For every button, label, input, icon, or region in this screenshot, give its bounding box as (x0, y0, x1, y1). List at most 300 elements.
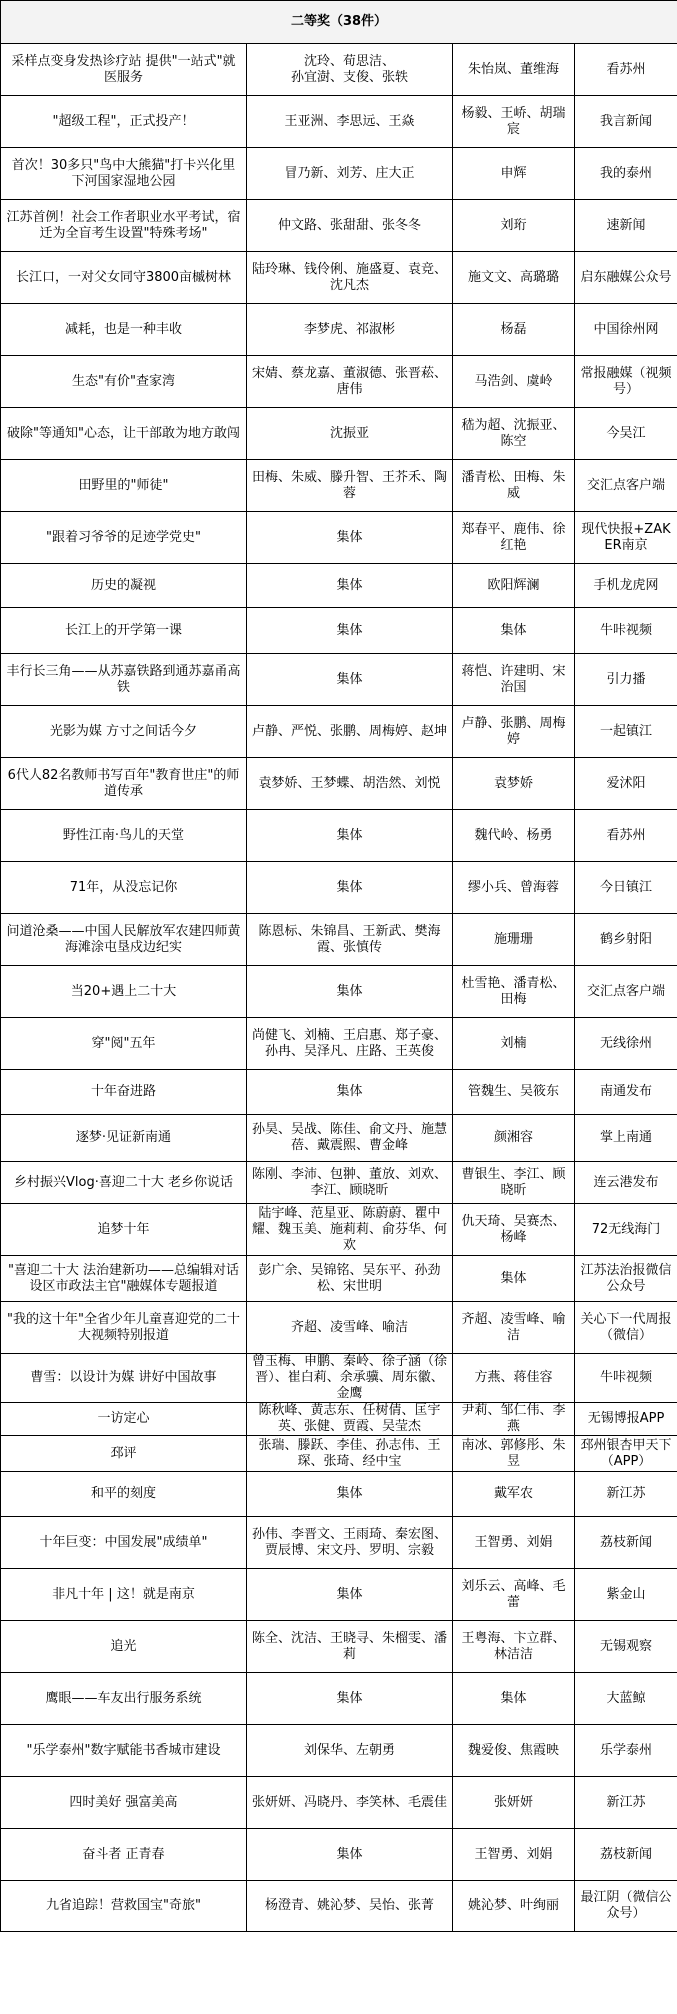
creators-cell (247, 1070, 453, 1115)
platform-cell (575, 1517, 677, 1569)
platform-text: 看苏州 (606, 61, 646, 77)
product-name-cell (1, 44, 247, 96)
platform-text: 大蓝鲸 (606, 1690, 646, 1706)
platform-cell (575, 200, 677, 252)
editors-text: 齐超、凌雪峰、喻洁 (461, 1311, 566, 1343)
table-row (1, 304, 677, 356)
platform-cell (575, 758, 677, 810)
product-name-cell (1, 512, 247, 564)
editors-cell (453, 1881, 575, 1932)
editors-text: 杨磊 (500, 321, 527, 337)
table-row (1, 200, 677, 252)
product-name-cell (1, 862, 247, 914)
editors-cell (453, 862, 575, 914)
product-name-cell (1, 1777, 247, 1829)
platform-text: 无锡博报APP (587, 1411, 665, 1426)
platform-text: 新江苏 (606, 1794, 646, 1810)
creators-cell (247, 148, 453, 200)
platform-cell (575, 1621, 677, 1673)
product-name-text: 长江口，一对父女同守3800亩槭树林 (15, 269, 232, 285)
editors-text: 曹银生、李江、顾晓昕 (461, 1166, 566, 1198)
table-row (1, 1881, 677, 1932)
product-name-text: "喜迎二十大 法治建新功——总编辑对话设区市政法主官"融媒体专题报道 (7, 1262, 240, 1294)
editors-cell (453, 564, 575, 608)
product-name-text: 非凡十年 | 这！就是南京 (52, 1586, 195, 1602)
platform-cell (575, 1302, 677, 1354)
editors-text: 集体 (500, 1270, 527, 1286)
table-row (1, 44, 677, 96)
platform-cell (575, 966, 677, 1018)
product-name-cell (1, 1725, 247, 1777)
product-name-cell (1, 608, 247, 654)
product-name-cell (1, 96, 247, 148)
creators-cell (247, 1018, 453, 1070)
editors-text: 郑春平、鹿伟、徐红艳 (461, 521, 566, 553)
platform-text: 中国徐州网 (593, 321, 659, 337)
table-row (1, 1777, 677, 1829)
editors-text: 潘青松、田梅、朱威 (461, 469, 566, 501)
table-row (1, 1204, 677, 1256)
table-row (1, 356, 677, 408)
editors-text: 集体 (500, 622, 527, 638)
table-row (1, 1569, 677, 1621)
creators-cell (247, 1436, 453, 1472)
editors-text: 申辉 (500, 165, 527, 181)
editors-cell (453, 356, 575, 408)
product-name-cell (1, 654, 247, 706)
table-row (1, 1256, 677, 1302)
creators-cell (247, 460, 453, 512)
editors-cell (453, 1018, 575, 1070)
platform-text: 引力播 (606, 671, 646, 687)
platform-cell (575, 1881, 677, 1932)
platform-cell (575, 1829, 677, 1881)
table-row (1, 1673, 677, 1725)
product-name-text: 曹雪：以设计为媒 讲好中国故事 (30, 1370, 217, 1385)
creators-cell (247, 200, 453, 252)
editors-cell (453, 512, 575, 564)
table-row (1, 96, 677, 148)
product-name-text: 6代人82名教师书写百年"教育世庄"的师道传承 (7, 767, 240, 799)
editors-cell (453, 304, 575, 356)
creators-text: 张妍妍、冯晓丹、李笑林、毛震佳 (252, 1794, 448, 1810)
creators-cell (247, 1777, 453, 1829)
product-name-cell (1, 810, 247, 862)
creators-cell (247, 654, 453, 706)
editors-cell (453, 1673, 575, 1725)
creators-cell (247, 706, 453, 758)
creators-text: 集体 (336, 577, 363, 593)
table-row (1, 966, 677, 1018)
platform-cell (575, 1204, 677, 1256)
editors-cell (453, 1621, 575, 1673)
editors-cell (453, 1162, 575, 1204)
platform-text: 爱沭阳 (606, 775, 646, 791)
editors-cell (453, 200, 575, 252)
platform-text: 邳州银杏甲天下（APP） (580, 1437, 672, 1469)
table-row (1, 1070, 677, 1115)
editors-cell (453, 1256, 575, 1302)
product-name-text: 长江上的开学第一课 (64, 622, 182, 638)
editors-text: 卢静、张鹏、周梅婷 (461, 715, 566, 747)
creators-text: 集体 (336, 529, 363, 545)
creators-cell (247, 44, 453, 96)
product-name-cell (1, 148, 247, 200)
product-name-cell (1, 1436, 247, 1472)
product-name-text: 逐梦·见证新南通 (75, 1130, 172, 1145)
creators-cell (247, 758, 453, 810)
product-name-cell (1, 1881, 247, 1932)
creators-text: 集体 (336, 1486, 363, 1501)
creators-cell (247, 1472, 453, 1517)
platform-cell (575, 252, 677, 304)
creators-text: 陈全、沈洁、王晓寻、朱榴雯、潘莉 (252, 1630, 448, 1662)
product-name-text: 减耗，也是一种丰收 (64, 321, 182, 337)
editors-text: 管魏生、吴筱东 (467, 1084, 559, 1099)
creators-text: 集体 (336, 671, 363, 687)
platform-text: 荔枝新闻 (600, 1534, 653, 1550)
platform-cell (575, 1256, 677, 1302)
editors-text: 刘楠 (500, 1035, 527, 1051)
platform-text: 江苏法治报微信公众号 (580, 1262, 672, 1294)
creators-text: 孙伟、李晋文、王雨琦、秦宏图、贾辰博、宋文丹、罗明、宗毅 (252, 1526, 448, 1558)
creators-cell (247, 1621, 453, 1673)
product-name-cell (1, 1204, 247, 1256)
platform-cell (575, 1403, 677, 1436)
platform-cell (575, 460, 677, 512)
editors-cell (453, 148, 575, 200)
platform-text: 牛咔视频 (600, 622, 653, 638)
platform-text: 荔枝新闻 (600, 1846, 653, 1862)
platform-text: 新江苏 (606, 1486, 646, 1501)
platform-text: 今日镇江 (600, 879, 653, 895)
creators-cell (247, 96, 453, 148)
platform-cell (575, 356, 677, 408)
product-name-cell (1, 1162, 247, 1204)
creators-text: 集体 (336, 1084, 363, 1099)
platform-text: 交汇点客户端 (587, 477, 666, 493)
table-row (1, 758, 677, 810)
table-row (1, 252, 677, 304)
editors-cell (453, 966, 575, 1018)
creators-text: 陈刚、李沛、包翀、董放、刘欢、李江、顾晓昕 (252, 1166, 448, 1198)
editors-cell (453, 706, 575, 758)
product-name-cell (1, 966, 247, 1018)
creators-text: 陈恩标、朱锦昌、王新武、樊海霞、张慎传 (258, 923, 441, 955)
table-row (1, 1018, 677, 1070)
product-name-text: 追梦十年 (97, 1221, 150, 1237)
editors-text: 朱怡岚、董维海 (467, 61, 559, 77)
creators-cell (247, 1881, 453, 1932)
product-name-text: 光影为媒 方寸之间话今夕 (49, 723, 198, 739)
product-name-text: "超级工程"，正式投产！ (52, 113, 195, 129)
platform-cell (575, 914, 677, 966)
creators-text: 李梦虎、祁淑彬 (303, 321, 395, 337)
product-name-text: "我的这十年"全省少年儿童喜迎党的二十大视频特别报道 (7, 1311, 240, 1343)
creators-cell (247, 1829, 453, 1881)
editors-text: 南冰、郭修彤、朱昱 (461, 1437, 566, 1469)
platform-text: 72无线海门 (591, 1221, 661, 1237)
product-name-text: 野性江南·鸟儿的天堂 (62, 827, 185, 843)
editors-cell (453, 252, 575, 304)
editors-text: 魏爱俊、焦霞映 (467, 1742, 559, 1758)
creators-text: 彭广余、吴锦铭、吴东平、孙劲松、宋世明 (258, 1262, 441, 1294)
editors-text: 方燕、蒋佳容 (474, 1370, 553, 1385)
product-name-text: 十年巨变：中国发展"成绩单" (39, 1534, 208, 1550)
creators-cell (247, 1673, 453, 1725)
platform-text: 连云港发布 (593, 1174, 659, 1190)
creators-text: 陆玲琳、钱伶俐、施盛夏、袁竞、沈凡杰 (252, 261, 448, 293)
editors-text: 魏代岭、杨勇 (474, 827, 553, 843)
product-name-cell (1, 1472, 247, 1517)
editors-cell (453, 1070, 575, 1115)
table-row (1, 512, 677, 564)
product-name-text: 九省追踪！营救国宝"奇旅" (46, 1898, 201, 1913)
editors-cell (453, 1517, 575, 1569)
creators-text: 宋婧、蔡龙嘉、董淑德、张晋菘、唐伟 (252, 365, 448, 397)
table-row (1, 706, 677, 758)
table-row (1, 1302, 677, 1354)
creators-cell (247, 1403, 453, 1436)
platform-cell (575, 862, 677, 914)
editors-cell (453, 1777, 575, 1829)
product-name-text: 生态"有价"查家湾 (72, 373, 175, 389)
product-name-cell (1, 460, 247, 512)
product-name-text: 采样点变身发热诊疗站 提供"一站式"就医服务 (11, 53, 236, 85)
product-name-cell (1, 1403, 247, 1436)
platform-cell (575, 1673, 677, 1725)
editors-cell (453, 608, 575, 654)
creators-text: 孙昊、吴战、陈佳、俞文丹、施慧蓓、戴震熙、曹金峰 (252, 1122, 448, 1153)
creators-cell (247, 1354, 453, 1403)
creators-cell (247, 810, 453, 862)
platform-cell (575, 512, 677, 564)
editors-cell (453, 1436, 575, 1472)
product-name-text: 破除"等通知"心态，让干部敢为地方敢闯 (7, 425, 240, 441)
editors-text: 王智勇、刘娟 (474, 1534, 553, 1550)
platform-cell (575, 148, 677, 200)
product-name-cell (1, 1256, 247, 1302)
product-name-text: 邳评 (110, 1445, 137, 1461)
table-row (1, 1115, 677, 1162)
platform-text: 手机龙虎网 (593, 577, 659, 593)
creators-text: 杨澄青、姚沁梦、吴怡、张菁 (264, 1898, 434, 1913)
editors-cell (453, 1302, 575, 1354)
platform-text: 我言新闻 (600, 113, 653, 129)
creators-cell (247, 356, 453, 408)
editors-cell (453, 810, 575, 862)
product-name-cell (1, 356, 247, 408)
editors-cell (453, 96, 575, 148)
editors-text: 颜湘容 (493, 1130, 533, 1145)
editors-text: 蒋恺、许建明、宋治国 (461, 663, 566, 695)
product-name-cell (1, 1354, 247, 1403)
product-name-text: 问道沧桑——中国人民解放军农建四师黄海滩涂屯垦戍边纪实 (6, 923, 241, 955)
editors-text: 姚沁梦、叶绚丽 (467, 1898, 559, 1913)
table-row (1, 460, 677, 512)
product-name-text: 和平的刻度 (90, 1486, 156, 1501)
platform-text: 无锡观察 (600, 1638, 653, 1654)
editors-cell (453, 914, 575, 966)
creators-cell (247, 1725, 453, 1777)
product-name-cell (1, 914, 247, 966)
platform-cell (575, 1115, 677, 1162)
editors-cell (453, 1115, 575, 1162)
product-name-cell (1, 1115, 247, 1162)
editors-text: 施文文、高璐璐 (467, 269, 559, 285)
table-row (1, 1829, 677, 1881)
creators-text: 田梅、朱威、滕升智、王芥禾、陶蓉 (252, 469, 448, 501)
editors-text: 王智勇、刘娟 (474, 1846, 553, 1862)
platform-text: 紫金山 (606, 1586, 646, 1602)
platform-cell (575, 1354, 677, 1403)
platform-cell (575, 1569, 677, 1621)
product-name-text: 历史的凝视 (90, 577, 156, 593)
editors-cell (453, 1829, 575, 1881)
product-name-cell (1, 1621, 247, 1673)
editors-cell (453, 1472, 575, 1517)
product-name-text: "跟着习爷爷的足迹学党史" (46, 529, 201, 545)
platform-cell (575, 1777, 677, 1829)
editors-text: 欧阳辉澜 (487, 577, 540, 593)
editors-text: 尹莉、邹仁伟、李燕 (461, 1403, 566, 1434)
product-name-cell (1, 304, 247, 356)
editors-cell (453, 654, 575, 706)
product-name-cell (1, 1517, 247, 1569)
editors-text: 刘珩 (500, 217, 527, 233)
product-name-text: 追光 (110, 1638, 137, 1654)
product-name-text: 当20+遇上二十大 (70, 983, 177, 999)
table-row (1, 408, 677, 460)
creators-cell (247, 1162, 453, 1204)
table-row (1, 1725, 677, 1777)
creators-text: 张瑞、滕跃、李佳、孙志伟、王琛、张琦、经中宝 (258, 1437, 441, 1469)
creators-text: 集体 (336, 1690, 363, 1706)
platform-text: 看苏州 (606, 827, 646, 843)
title-row (1, 1, 677, 44)
product-name-cell (1, 1302, 247, 1354)
creators-cell (247, 914, 453, 966)
product-name-cell (1, 1569, 247, 1621)
product-name-text: 十年奋进路 (90, 1084, 156, 1099)
platform-text: 今吴江 (606, 425, 646, 441)
creators-cell (247, 966, 453, 1018)
editors-cell (453, 758, 575, 810)
creators-cell (247, 304, 453, 356)
platform-cell (575, 608, 677, 654)
editors-text: 袁梦娇 (493, 775, 533, 791)
editors-text: 嵇为超、沈振亚、陈空 (461, 417, 566, 449)
editors-text: 缪小兵、曾海蓉 (467, 879, 559, 895)
platform-text: 掌上南通 (600, 1130, 653, 1145)
creators-cell (247, 1517, 453, 1569)
editors-text: 集体 (500, 1690, 527, 1706)
platform-cell (575, 96, 677, 148)
product-name-text: 四时美好 强富美高 (69, 1794, 178, 1810)
table-row (1, 862, 677, 914)
creators-text: 集体 (336, 1586, 363, 1602)
product-name-cell (1, 200, 247, 252)
creators-text: 集体 (336, 1846, 363, 1862)
platform-text: 乐学泰州 (600, 1742, 653, 1758)
product-name-text: 乡村振兴Vlog·喜迎二十大 老乡你说话 (14, 1174, 233, 1190)
creators-cell (247, 1115, 453, 1162)
platform-cell (575, 304, 677, 356)
creators-text: 集体 (336, 622, 363, 638)
platform-text: 我的泰州 (600, 165, 653, 181)
editors-text: 仇天琦、吴赛杰、杨峰 (461, 1213, 566, 1245)
platform-cell (575, 1162, 677, 1204)
platform-text: 现代快报+ZAKER南京 (581, 521, 671, 553)
creators-text: 齐超、凌雪峰、喻洁 (290, 1319, 408, 1335)
platform-text: 常报融媒（视频号） (580, 365, 672, 397)
platform-cell (575, 810, 677, 862)
table-row (1, 608, 677, 654)
table-row (1, 1354, 677, 1403)
product-name-cell (1, 1018, 247, 1070)
creators-text: 沈振亚 (329, 425, 369, 441)
table-row (1, 1162, 677, 1204)
editors-cell (453, 408, 575, 460)
creators-cell (247, 1256, 453, 1302)
platform-cell (575, 1018, 677, 1070)
creators-cell (247, 564, 453, 608)
product-name-cell (1, 408, 247, 460)
product-name-text: 一访定心 (97, 1411, 150, 1426)
product-name-text: 田野里的"师徒" (78, 477, 169, 493)
editors-text: 马浩剑、虞岭 (474, 373, 553, 389)
platform-text: 南通发布 (600, 1084, 653, 1099)
product-name-text: 71年，从没忘记你 (69, 879, 178, 895)
product-name-cell (1, 1673, 247, 1725)
platform-cell (575, 1472, 677, 1517)
platform-cell (575, 654, 677, 706)
platform-text: 速新闻 (606, 217, 646, 233)
creators-text: 集体 (336, 983, 363, 999)
editors-cell (453, 1725, 575, 1777)
editors-cell (453, 1569, 575, 1621)
table-row (1, 1403, 677, 1436)
creators-text: 陈秋峰、黄志东、任树倩、匡宇英、张健、贾霞、吴莹杰 (258, 1403, 441, 1434)
creators-text: 王亚洲、李思远、王焱 (284, 113, 415, 129)
editors-text: 刘乐云、高峰、毛蕾 (461, 1578, 566, 1610)
product-name-text: 丰行长三角——从苏嘉铁路到通苏嘉甬高铁 (6, 663, 241, 695)
table-title: 二等奖（38件） (1, 1, 677, 44)
platform-cell (575, 564, 677, 608)
table-row (1, 1621, 677, 1673)
creators-text: 卢静、严悦、张鹏、周梅婷、赵坤 (252, 723, 448, 739)
table-row (1, 914, 677, 966)
editors-text: 施珊珊 (493, 931, 533, 947)
platform-text: 关心下一代周报（微信） (580, 1311, 672, 1343)
platform-text: 交汇点客户端 (587, 983, 666, 999)
creators-cell (247, 512, 453, 564)
creators-cell (247, 408, 453, 460)
editors-text: 张妍妍 (493, 1794, 533, 1810)
product-name-text: 穿"阅"五年 (91, 1035, 156, 1051)
table-row (1, 148, 677, 200)
creators-text: 仲文路、张甜甜、张冬冬 (277, 217, 421, 233)
editors-cell (453, 1403, 575, 1436)
platform-cell (575, 1725, 677, 1777)
creators-text: 陆宇峰、范星亚、陈蔚蔚、瞿中耀、魏玉美、施莉莉、俞芬华、何欢 (252, 1205, 448, 1253)
editors-cell (453, 1204, 575, 1256)
editors-text: 杨毅、王峤、胡瑞宸 (461, 105, 566, 137)
product-name-text: "乐学泰州"数字赋能书香城市建设 (26, 1742, 221, 1758)
editors-text: 王粤海、卞立群、林洁洁 (461, 1630, 566, 1662)
product-name-cell (1, 564, 247, 608)
table-row (1, 1517, 677, 1569)
